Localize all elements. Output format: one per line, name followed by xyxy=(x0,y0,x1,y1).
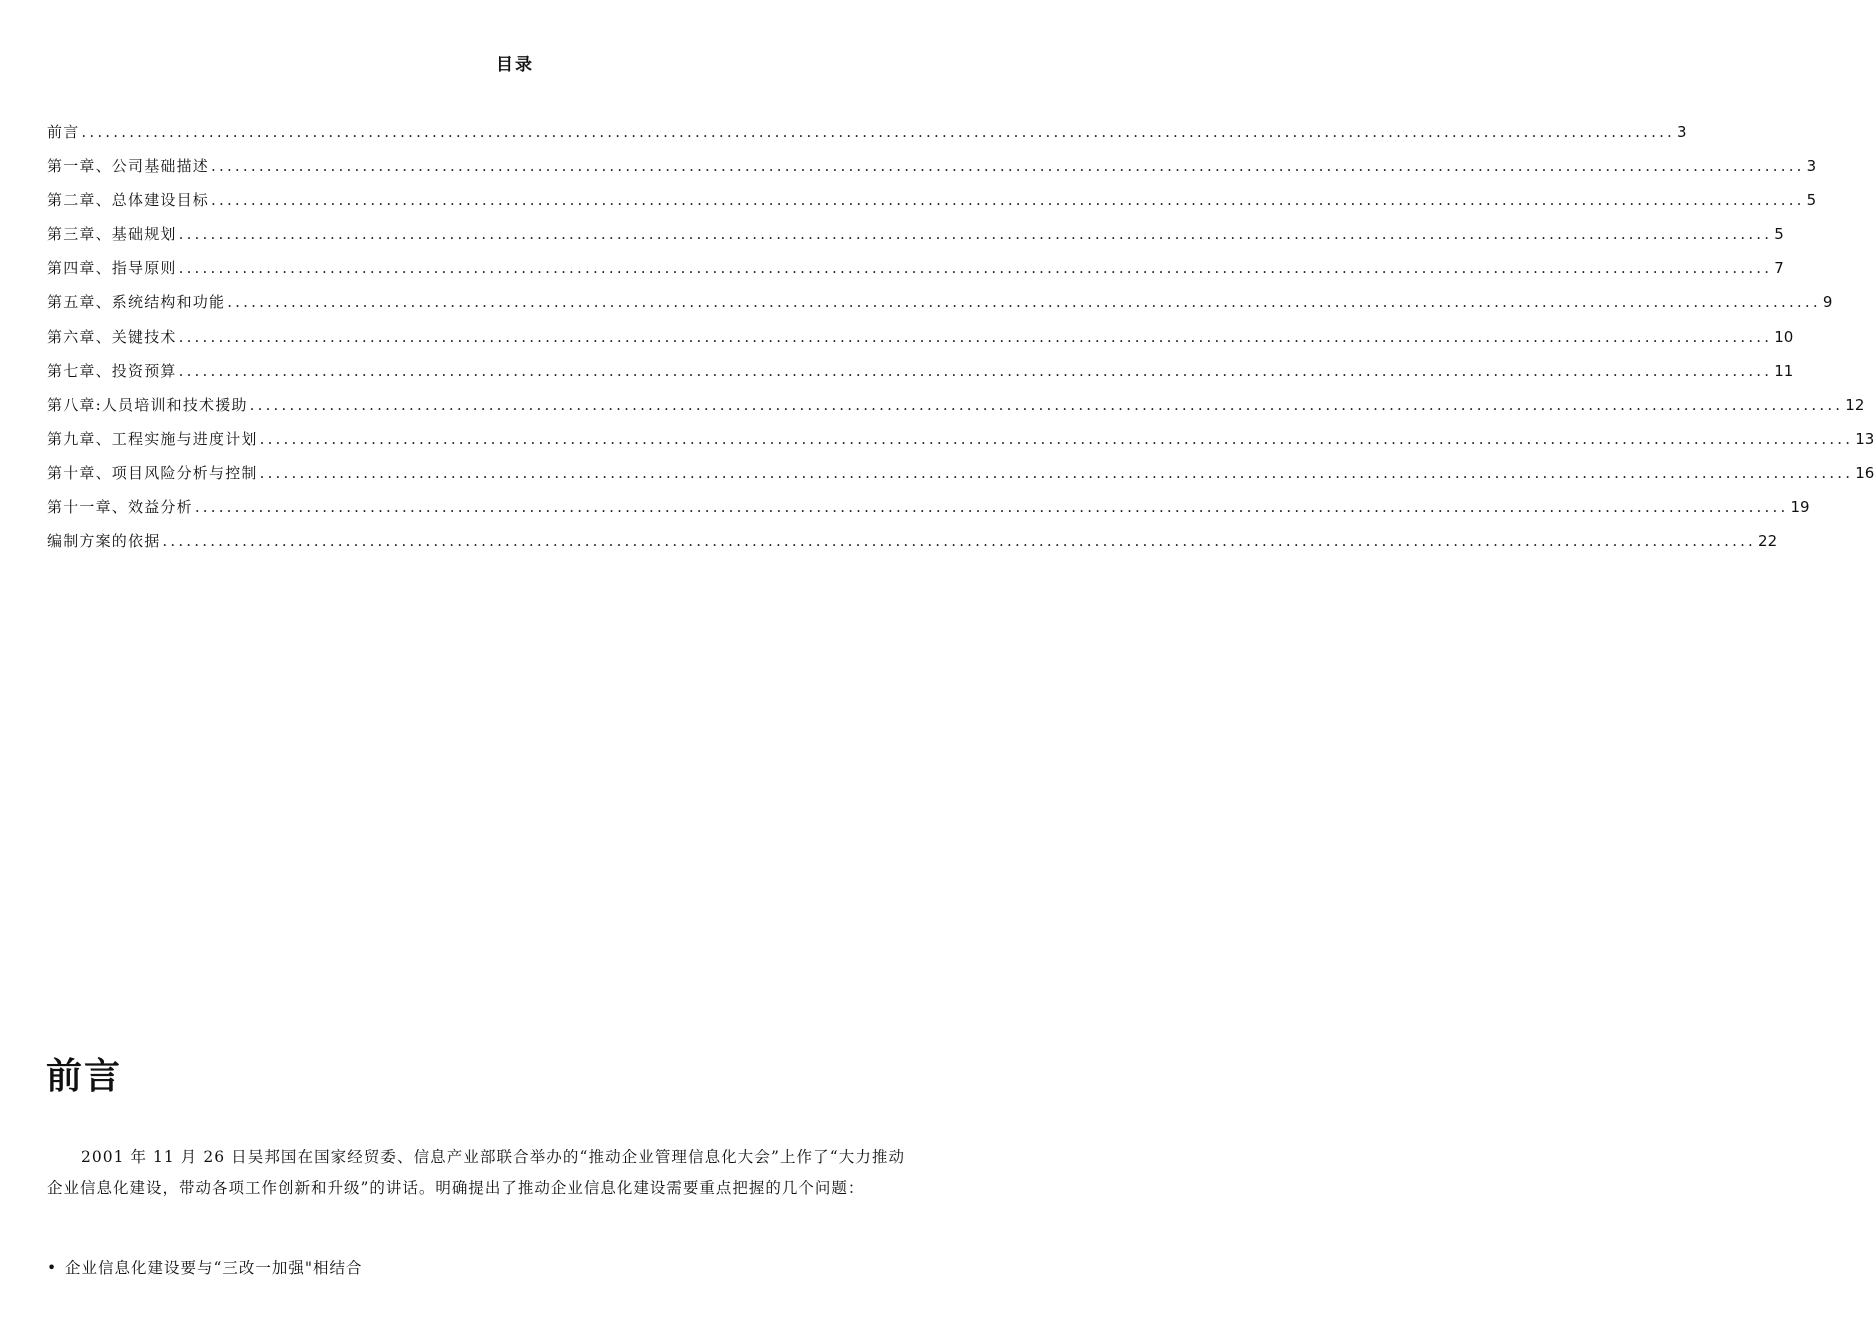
toc-leader-dots: ........................................................................................................................................................................................................ xyxy=(178,361,1773,380)
toc-entry-label: 第三章、基础规划 xyxy=(47,225,177,244)
toc-leader-dots: ........................................................................................................................................................................................................ xyxy=(211,191,1805,210)
toc-entry-label: 第九章、工程实施与进度计划 xyxy=(47,429,258,448)
toc-leader-dots: ........................................................................................................................................................................................................ xyxy=(162,532,1757,551)
toc-leader-dots: ........................................................................................................................................................................................................ xyxy=(249,395,1844,414)
toc-title: 目录 xyxy=(496,55,534,75)
toc-leader-dots: ........................................................................................................................................................................................................ xyxy=(227,293,1821,312)
preface-bullet-item xyxy=(47,1254,363,1282)
toc-entry[interactable] xyxy=(47,495,1810,529)
toc-entry[interactable] xyxy=(47,325,1794,359)
toc-entry[interactable] xyxy=(47,222,1784,256)
toc-leader-dots: ........................................................................................................................................................................................................ xyxy=(81,123,1676,141)
toc-entry[interactable] xyxy=(47,120,1687,154)
toc-leader-dots: ........................................................................................................................................................................................................ xyxy=(194,498,1789,517)
toc-entry[interactable] xyxy=(47,427,1874,461)
toc-entry[interactable] xyxy=(47,461,1874,495)
toc-entry-label: 第七章、投资预算 xyxy=(47,361,177,380)
toc-entry-label: 第十章、项目风险分析与控制 xyxy=(47,463,258,482)
toc-leader-dots: ........................................................................................................................................................................................................ xyxy=(211,157,1805,176)
toc-entry[interactable] xyxy=(47,256,1784,290)
toc-entry[interactable] xyxy=(47,154,1817,188)
table-of-contents xyxy=(47,120,1874,563)
toc-entry-label: 第四章、指导原则 xyxy=(47,259,177,278)
toc-leader-dots: ........................................................................................................................................................................................................ xyxy=(178,327,1773,346)
toc-entry-page: 13 xyxy=(1855,429,1874,448)
toc-entry-page: 5 xyxy=(1774,225,1784,244)
toc-entry[interactable] xyxy=(47,393,1865,427)
toc-leader-dots: ........................................................................................................................................................................................................ xyxy=(259,429,1854,448)
toc-entry-page: 16 xyxy=(1855,463,1874,482)
toc-leader-dots: ........................................................................................................................................................................................................ xyxy=(178,259,1773,278)
toc-entry-label: 编制方案的依据 xyxy=(47,532,161,551)
toc-entry-label: 第二章、总体建设目标 xyxy=(47,191,210,210)
toc-entry-page: 3 xyxy=(1806,157,1817,176)
toc-entry-page: 22 xyxy=(1758,532,1778,551)
toc-entry-label: 第八章:人员培训和技术援助 xyxy=(47,395,248,414)
toc-entry-page: 11 xyxy=(1774,361,1794,380)
toc-entry-page: 12 xyxy=(1845,395,1865,414)
toc-leader-dots: ........................................................................................................................................................................................................ xyxy=(178,225,1773,244)
bullet-icon: • xyxy=(47,1259,58,1277)
toc-leader-dots: ........................................................................................................................................................................................................ xyxy=(259,463,1854,482)
preface-paragraph: 2001 年 11 月 26 日吴邦国在国家经贸委、信息产业部联合举办的“推动企业管理信息化大会”上作了“大力推动企业信息化建设，带动各项工作创新和升级”的讲话。明确提出了推动企业信息化建设需要重点把握的几个问题： xyxy=(47,1148,905,1197)
toc-entry-page: 9 xyxy=(1822,293,1833,312)
toc-entry-label: 第十一章、效益分析 xyxy=(47,498,193,517)
toc-entry-page: 10 xyxy=(1774,327,1794,346)
preface-heading: 前言 xyxy=(46,1055,123,1097)
toc-entry[interactable] xyxy=(47,290,1833,324)
toc-entry-page: 5 xyxy=(1806,191,1817,210)
toc-entry-label: 第一章、公司基础描述 xyxy=(47,157,210,176)
toc-entry[interactable] xyxy=(47,188,1817,222)
toc-entry[interactable] xyxy=(47,529,1778,563)
toc-entry-label: 第五章、系统结构和功能 xyxy=(47,293,226,312)
toc-entry-label: 第六章、关键技术 xyxy=(47,327,177,346)
toc-entry-page: 3 xyxy=(1677,123,1687,141)
toc-entry-page: 19 xyxy=(1790,498,1810,517)
bullet-text: 企业信息化建设要与“三改一加强"相结合 xyxy=(65,1259,363,1277)
toc-entry-page: 7 xyxy=(1774,259,1784,278)
toc-entry[interactable] xyxy=(47,359,1794,393)
toc-entry-label: 前言 xyxy=(47,123,80,141)
